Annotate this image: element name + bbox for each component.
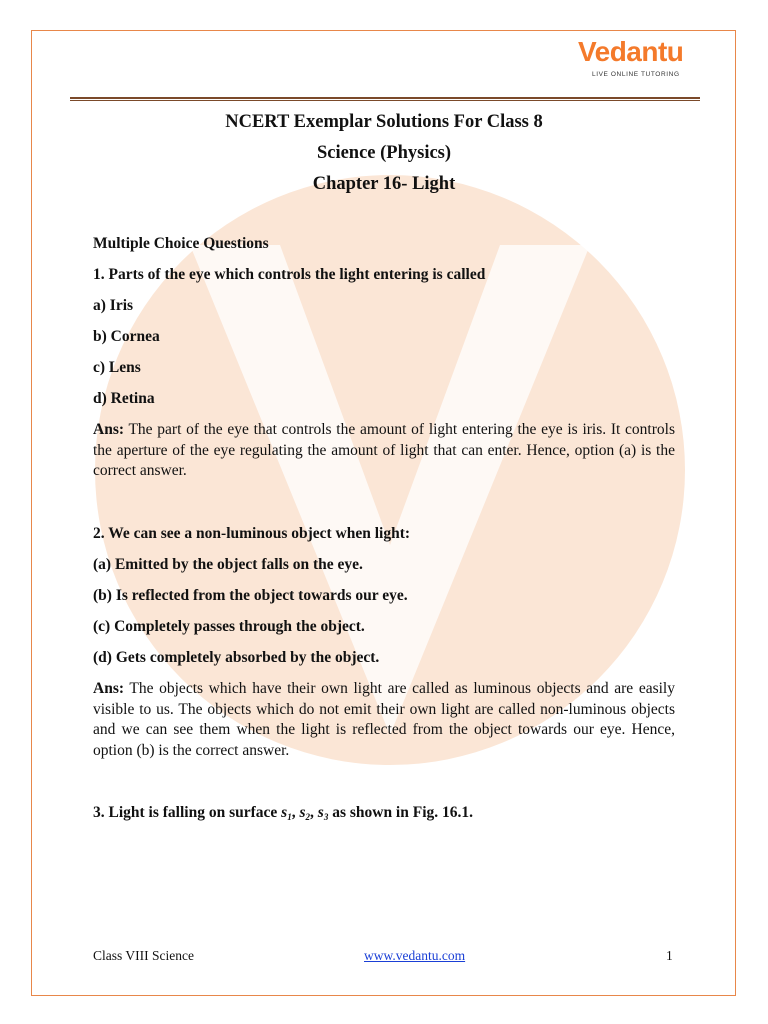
q2-option-a: (a) Emitted by the object falls on the eye. (93, 556, 363, 573)
header-divider (70, 97, 700, 101)
footer-page-number: 1 (666, 948, 673, 963)
q1-option-c: c) Lens (93, 359, 141, 376)
q1-option-b: b) Cornea (93, 328, 160, 345)
question-3: 3. Light is falling on surface s1, s2, s3 as shown in Fig. 16.1. (93, 804, 474, 822)
surface-s1: s1 (281, 804, 292, 822)
q1-answer (93, 420, 675, 482)
surface-s2: s2 (299, 804, 311, 822)
document-chapter: Chapter 16- Light (312, 174, 456, 194)
q2-answer (93, 679, 675, 761)
q1-answer-label: Ans: (93, 421, 125, 438)
logo-tagline: LIVE ONLINE TUTORING (592, 71, 680, 78)
q2-option-c: (c) Completely passes through the object. (93, 618, 365, 635)
q2-option-b: (b) Is reflected from the object towards our eye. (93, 587, 408, 604)
surface-s3: s3 (317, 804, 329, 822)
q1-answer-text: The part of the eye that controls the amount of light entering the eye is iris. It controls the aperture of the eye regulating the amount of light that can enter. Hence, option (a) is the correct answer. (93, 421, 675, 479)
vedantu-logo (578, 36, 698, 86)
q2-answer-text: The objects which have their own light are called as luminous objects and are easily visible to us. The objects which do not emit their own light are called non-luminous objects and we can see them when the light is reflected from the object towards our eye. Hence, option (b) is the correct answer. (93, 680, 675, 759)
q1-option-a: a) Iris (93, 297, 134, 314)
logo-wordmark: Vedantu (578, 36, 684, 67)
document-body (93, 107, 675, 822)
section-heading: Multiple Choice Questions (93, 235, 269, 252)
q1-option-d: d) Retina (93, 390, 155, 407)
question-1: 1. Parts of the eye which controls the light entering is called (93, 266, 486, 283)
document-title: NCERT Exemplar Solutions For Class 8 (225, 112, 543, 132)
q2-option-d: (d) Gets completely absorbed by the object. (93, 649, 380, 666)
q2-answer-label: Ans: (93, 680, 125, 697)
document-subject: Science (Physics) (316, 143, 452, 163)
footer-class-label: Class VIII Science (93, 948, 194, 963)
q3-prefix: 3. Light is falling on surface (93, 804, 282, 821)
footer-website-link[interactable]: www.vedantu.com (364, 948, 466, 963)
q3-suffix: as shown in Fig. 16.1. (332, 804, 474, 821)
question-2: 2. We can see a non-luminous object when light: (93, 525, 411, 542)
